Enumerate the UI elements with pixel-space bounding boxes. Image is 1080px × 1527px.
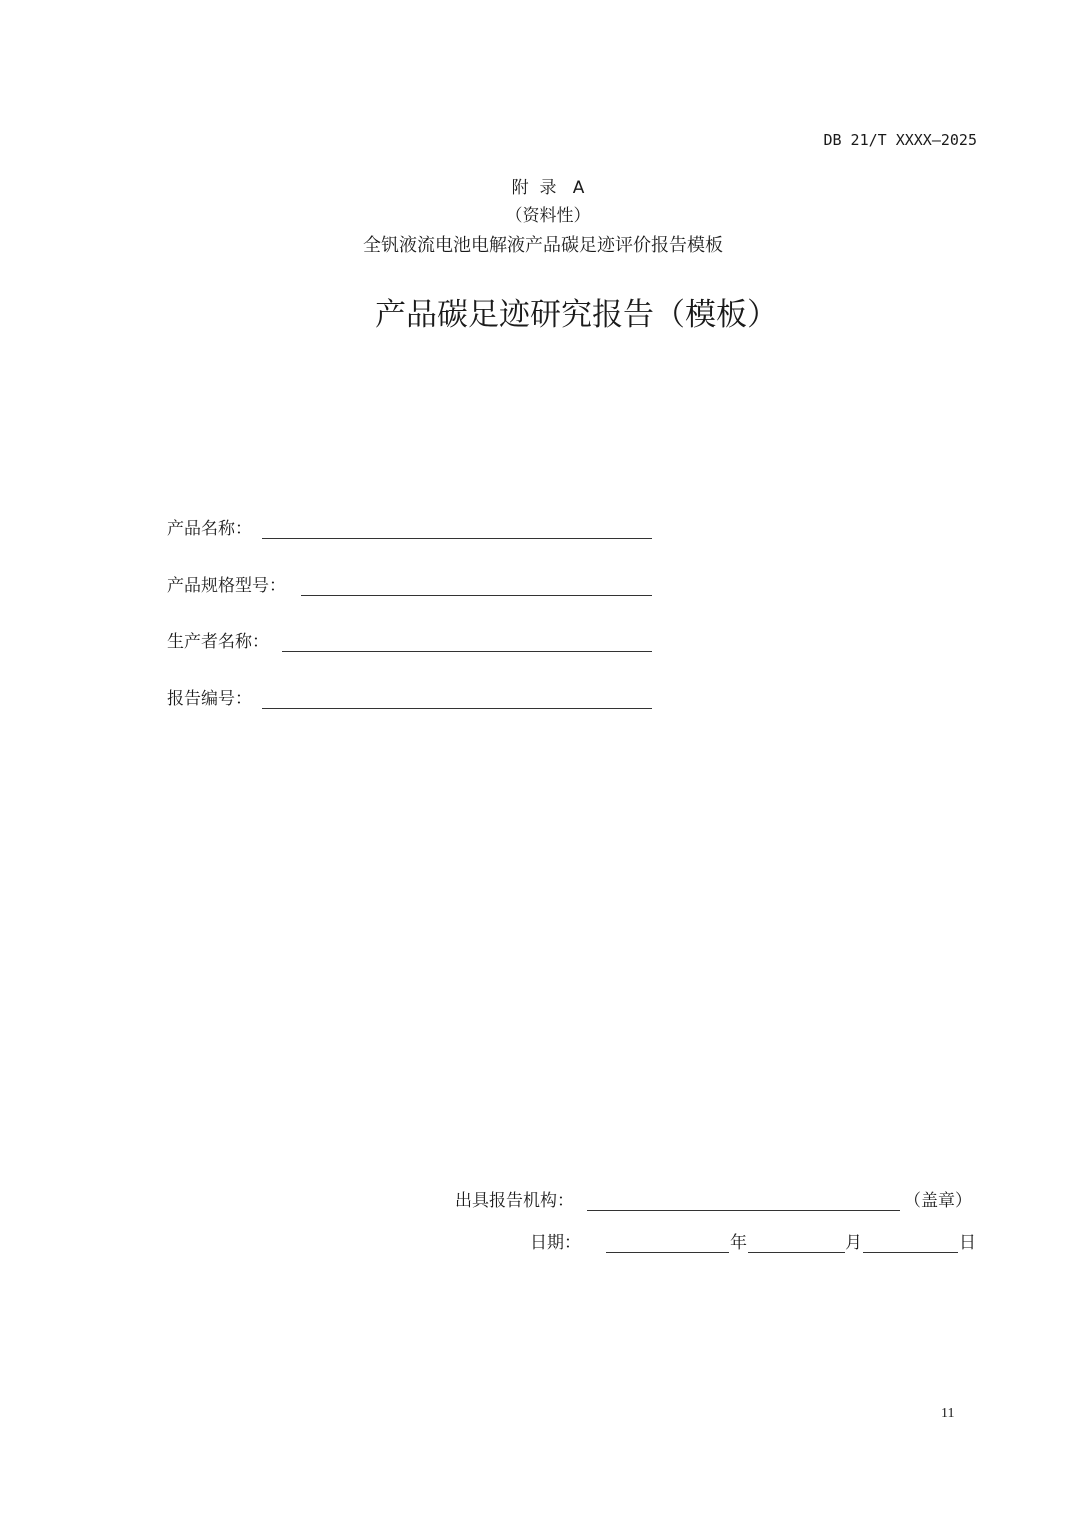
issuer-input-line[interactable] — [587, 1210, 900, 1211]
day-label: 日 — [959, 1233, 976, 1252]
field-label-product-spec: 产品规格型号： — [167, 576, 286, 595]
seal-note: （盖章） — [904, 1191, 972, 1210]
year-input-line[interactable] — [606, 1252, 729, 1253]
date-label: 日期： — [530, 1233, 581, 1252]
standard-code: DB 21/T XXXX—2025 — [823, 131, 977, 149]
report-number-input-line[interactable] — [262, 708, 652, 709]
page-number: 11 — [941, 1406, 955, 1421]
producer-name-input-line[interactable] — [282, 651, 652, 652]
month-input-line[interactable] — [748, 1252, 845, 1253]
field-label-product-name: 产品名称： — [167, 519, 252, 538]
product-spec-input-line[interactable] — [301, 595, 652, 596]
appendix-label: 附 录 A — [511, 178, 585, 198]
field-label-report-number: 报告编号： — [167, 689, 252, 708]
product-name-input-line[interactable] — [262, 538, 652, 539]
appendix-subtitle: 全钒液流电池电解液产品碳足迹评价报告模板 — [363, 235, 723, 256]
year-label: 年 — [730, 1233, 747, 1252]
day-input-line[interactable] — [863, 1252, 958, 1253]
month-label: 月 — [845, 1233, 862, 1252]
page-title: 产品碳足迹研究报告（模板） — [375, 297, 778, 333]
issuer-label: 出具报告机构： — [455, 1191, 574, 1210]
appendix-nature: （资料性） — [505, 206, 591, 226]
field-label-producer-name: 生产者名称： — [167, 632, 269, 651]
